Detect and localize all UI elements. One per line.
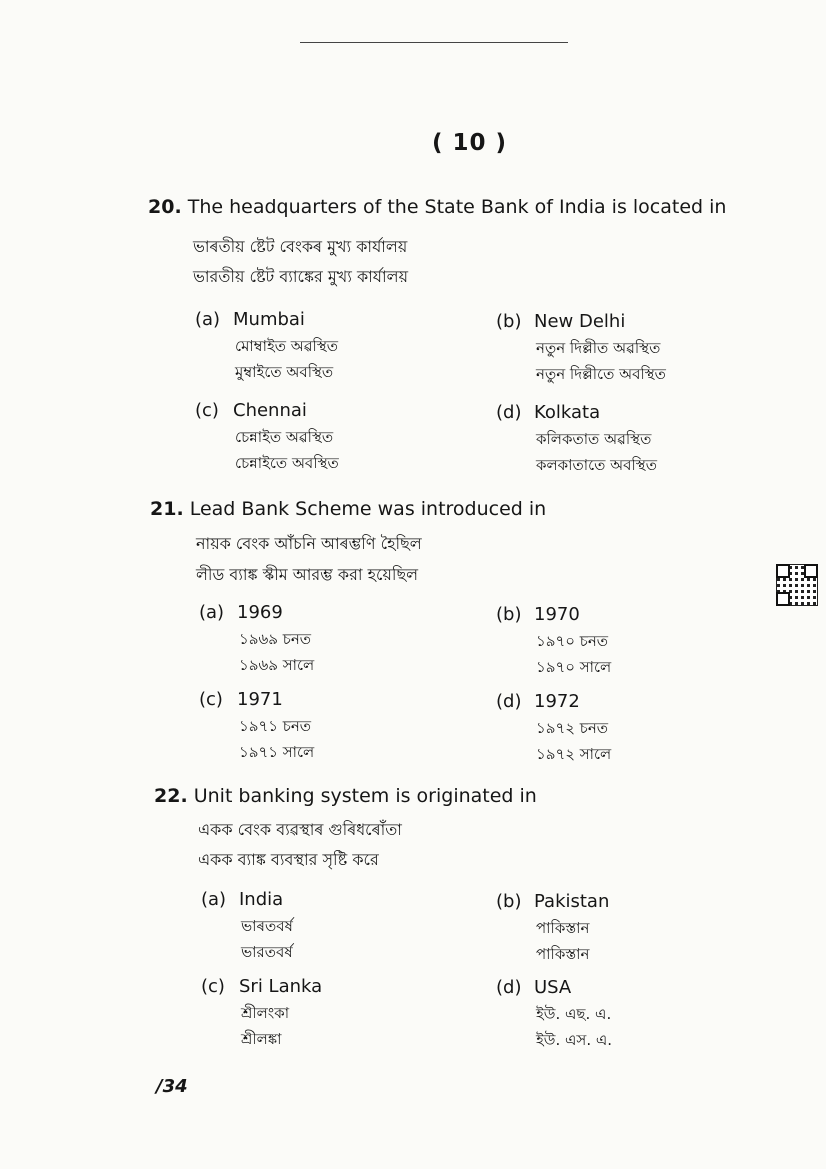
option-bengali: কলকাতাতে অবস্থিত [536,456,657,474]
option-text: 1971 [237,689,283,710]
option-d [496,402,736,478]
option-assamese: ১৯৭০ চনত [536,632,609,650]
option-bengali: ১৯৬৯ সালে [239,656,315,674]
question-bengali: একক ব্যাঙ্ক ব্যবস্থার সৃষ্টি করে [198,850,379,869]
option-label: (c) [199,689,223,710]
option-b [496,604,736,680]
option-assamese: ১৯৭২ চনত [536,719,609,737]
option-bengali: ইউ. এস. এ. [536,1031,613,1049]
option-bengali: পাকিস্তান [536,945,590,963]
option-c [195,400,435,476]
option-label: (a) [201,889,227,910]
option-label: (b) [496,604,522,625]
question-20 [148,196,726,218]
option-a [199,602,439,678]
option-text: New Delhi [534,311,626,332]
option-label: (d) [496,691,522,712]
option-bengali: চেন্নাইতে অবস্থিত [235,454,339,472]
question-number: 20. [148,196,182,218]
question-assamese: একক বেংক ব্যৱস্থাৰ গুৰিধৰোঁতা [198,820,402,839]
option-text: USA [534,977,572,998]
option-assamese: মোম্বাইত অৱস্থিত [235,337,339,355]
option-text: Kolkata [534,402,601,423]
question-assamese: ভাৰতীয় ষ্টেট বেংকৰ মুখ্য কাৰ্যালয় [193,237,408,256]
question-21 [150,498,546,520]
option-text: 1969 [237,602,283,623]
qr-code-icon [776,564,818,606]
option-assamese: ইউ. এছ. এ. [536,1005,612,1023]
question-text: The headquarters of the State Bank of India is located in [187,196,727,218]
option-label: (c) [201,976,225,997]
option-a [201,889,441,965]
footer-code: /34 [156,1076,188,1097]
option-label: (b) [496,311,522,332]
option-text: Mumbai [233,309,305,330]
option-assamese: চেন্নাইত অৱস্থিত [235,428,334,446]
option-bengali: ১৯৭০ সালে [536,658,612,676]
option-label: (d) [496,977,522,998]
option-assamese: নতুন দিল্লীত অৱস্থিত [536,339,661,357]
option-bengali: নতুন দিল্লীতে অবস্থিত [536,365,666,383]
option-label: (c) [195,400,219,421]
page-number: ( 10 ) [432,130,508,156]
option-assamese: শ্ৰীলংকা [241,1004,290,1022]
option-text: India [239,889,284,910]
option-label: (d) [496,402,522,423]
option-b [496,311,736,387]
option-c [199,689,439,765]
question-22 [154,785,537,807]
option-a [195,309,435,385]
question-text: Lead Bank Scheme was introduced in [189,498,547,520]
option-text: 1970 [534,604,580,625]
question-number: 21. [150,498,184,520]
option-b [496,891,736,967]
option-assamese: ১৯৬৯ চনত [239,630,312,648]
question-assamese: নায়ক বেংক আঁচনি আৰম্ভণি হৈছিল [196,534,422,553]
option-bengali: শ্রীলঙ্কা [241,1030,282,1048]
question-bengali: লীড ব্যাঙ্ক স্কীম আরম্ভ করা হয়েছিল [196,565,419,584]
option-text: Chennai [233,400,307,421]
option-assamese: কলিকতাত অৱস্থিত [536,430,652,448]
option-label: (a) [199,602,225,623]
option-label: (b) [496,891,522,912]
option-label: (a) [195,309,221,330]
question-bengali: ভারতীয় ষ্টেট ব্যাঙ্কের মুখ্য কার্যালয় [193,267,409,286]
question-number: 22. [154,785,188,807]
option-assamese: পাকিস্তান [536,919,590,937]
question-text: Unit banking system is originated in [193,785,537,807]
option-c [201,976,441,1052]
option-bengali: ১৯৭২ সালে [536,745,612,763]
option-text: Sri Lanka [239,976,323,997]
option-d [496,691,736,767]
option-bengali: ১৯৭১ সালে [239,743,315,761]
option-bengali: মুম্বাইতে অবস্থিত [235,363,334,381]
top-rule [300,42,568,43]
option-d [496,977,736,1053]
option-text: 1972 [534,691,580,712]
option-assamese: ভাৰতবৰ্ষ [241,917,293,935]
option-assamese: ১৯৭১ চনত [239,717,312,735]
option-bengali: ভারতবর্ষ [241,943,293,961]
option-text: Pakistan [534,891,610,912]
